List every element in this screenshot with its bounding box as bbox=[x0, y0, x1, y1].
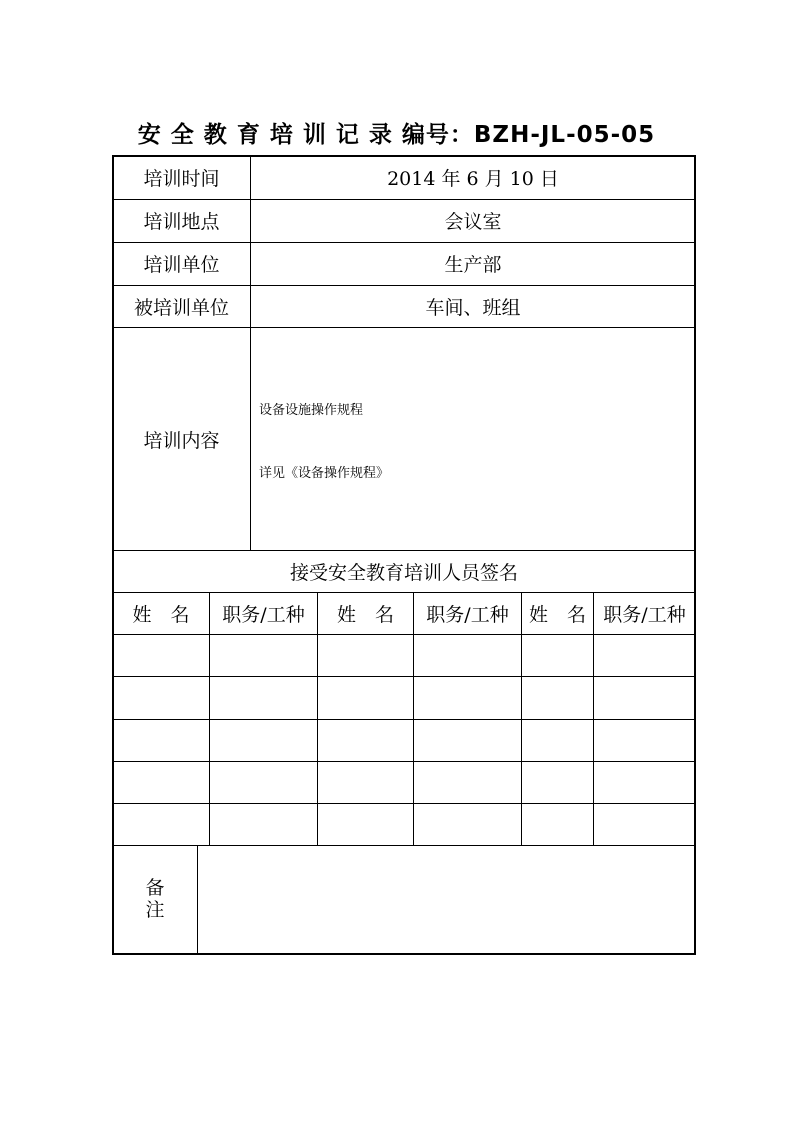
trainee-unit-label: 被培训单位 bbox=[133, 297, 229, 319]
remarks-label: 备 注 bbox=[145, 877, 165, 921]
col-name-3: 姓 名 bbox=[528, 603, 586, 626]
content-label: 培训内容 bbox=[143, 429, 220, 452]
unit-value: 生产部 bbox=[444, 254, 502, 276]
unit-label: 培训单位 bbox=[143, 254, 220, 276]
col-name-2: 姓 名 bbox=[336, 603, 394, 626]
page-title: 安 全 教 育 培 训 记 录 编号：BZH-JL-05-05 bbox=[137, 122, 656, 148]
content-line-2: 详见《设备操作规程》 bbox=[259, 466, 390, 481]
col-role-1: 职务/工种 bbox=[222, 603, 305, 626]
content-line-1: 设备设施操作规程 bbox=[259, 403, 364, 418]
trainee-unit-value: 车间、班组 bbox=[425, 297, 521, 319]
col-role-2: 职务/工种 bbox=[426, 603, 509, 626]
col-name-1: 姓 名 bbox=[132, 603, 190, 626]
col-role-3: 职务/工种 bbox=[603, 603, 686, 626]
time-value: 2014 年 6 月 10 日 bbox=[387, 168, 559, 190]
location-label: 培训地点 bbox=[143, 211, 220, 233]
location-value: 会议室 bbox=[444, 211, 502, 233]
signature-header: 接受安全教育培训人员签名 bbox=[289, 561, 518, 584]
time-label: 培训时间 bbox=[143, 168, 220, 190]
